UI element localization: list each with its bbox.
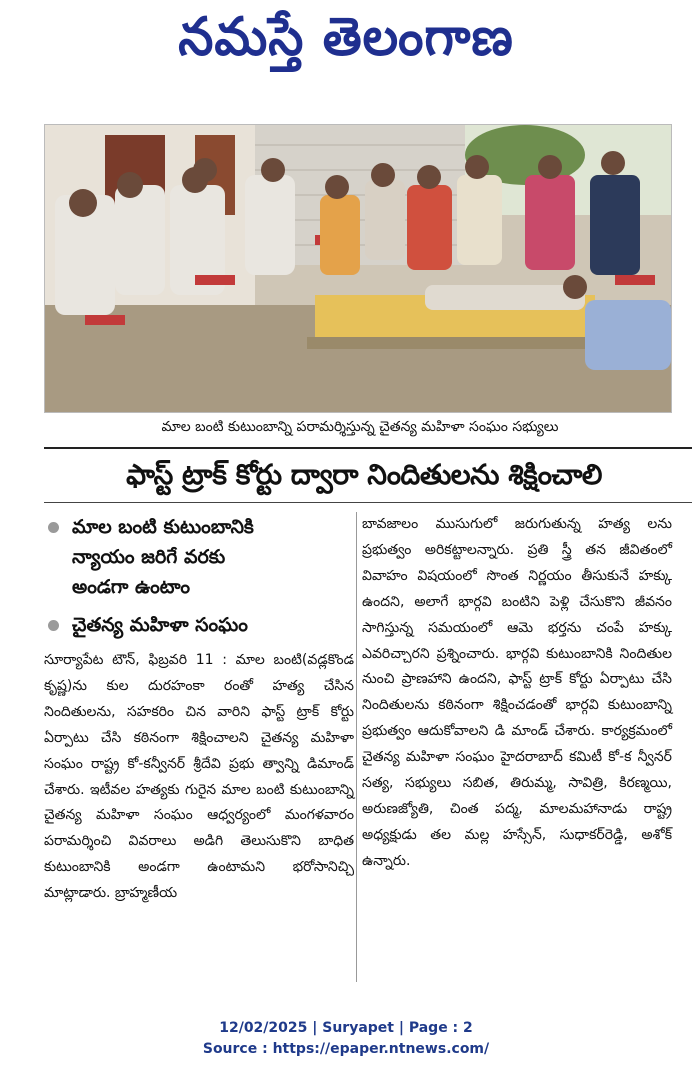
news-photo — [44, 124, 672, 413]
headline-top-rule — [44, 447, 692, 449]
article-left-column — [44, 512, 354, 982]
highlight-bullet — [44, 512, 354, 602]
edition-info: 12/02/2025 | Suryapet | Page : 2 — [219, 1020, 473, 1036]
article-body-left: సూర్యాపేట టౌన్, ఫిబ్రవరి 11 : మాల బంటి(వడ్లకొండ కృష్ణ)ను కుల దురహంకా రంతో హత్య చేసిన నిందితులను, సహకరిం చిన వారిని ఫాస్ట్ ట్రాక్ కోర్టు ఏర్పాటు చేసి కఠినంగా శిక్షించాలని చైతన్య మహిళా సంఘం రాష్ట్ర కో-కన్వీనర్ శ్రీదేవి ప్రభు త్వాన్ని డిమాండ్ చేశారు. ఇటీవల హత్యకు గురైన మాల బంటి కుటుంబాన్ని చైతన్య మహిళా సంఘం ఆధ్వర్యంలో మంగళవారం పరామర్శించి వివరాలు అడిగి తెలుసుకొని బాధిత కుటుంబానికి అండగా ఉంటామని భరోసానిచ్చి మాట్లాడారు. బ్రాహ్మణీయ — [44, 652, 354, 902]
article-right-column — [362, 512, 672, 982]
highlight-text: చైతన్య మహిళా సంఘం — [72, 614, 248, 636]
photo-caption: మాల బంటి కుటుంబాన్ని పరామర్శిస్తున్న చైతన్య మహిళా సంఘం సభ్యులు — [161, 419, 559, 435]
newspaper-masthead — [0, 8, 692, 78]
highlight-bullet — [44, 610, 354, 640]
article-headline: ఫాస్ట్ ట్రాక్ కోర్టు ద్వారా నిందితులను శిక్షించాలి — [126, 458, 602, 491]
column-divider — [356, 512, 357, 982]
headline-bottom-rule — [44, 502, 692, 503]
article-body-right: బావజాలం ముసుగులో జరుగుతున్న హత్య లను ప్రభుత్వం అరికట్టాలన్నారు. ప్రతి స్త్రీ తన జీవితంలో వివాహం విషయంలో సొంత నిర్ణయం తీసుకునే హక్కు ఉందని, అలాగే భార్గవి బంటిని పెళ్లి చేసుకొని జీవనం సాగిస్తున్న సమయంలో ఆమె భర్తను చంపే హక్కు ఎవరిచ్చారని ప్రశ్నించారు. భార్గవి కుటుంబానికి నిందితుల నుంచి ప్రాణహాని ఉందని, ఫాస్ట్ ట్రాక్ కోర్టు ఏర్పాటు చేసి నిందితులను కఠినంగా శిక్షించడంతో భార్గవి కుటుంబాన్ని ప్రభుత్వం ఆదుకోవాలని డి మాండ్ చేశారు. కార్యక్రమంలో చైతన్య మహిళా సంఘం హైదరాబాద్ కమిటీ కో-క న్వీనర్ సత్య, సభ్యులు సబిత, తిరుమ్మ, సావిత్రి, కిరణ్మయి, అరుణజ్యోతి, చింత పద్మ, మాలమహానాడు రాష్ట్ర అధ్యక్షుడు తల మల్ల హస్సేన్, సుధాకర్‌రెడ్డి, అశోక్ ఉన్నారు. — [362, 516, 672, 869]
news-photo-illustration — [45, 125, 671, 412]
bullet-dot-icon — [48, 620, 59, 631]
highlight-text: మాల బంటి కుటుంబానికి న్యాయం జరిగే వరకు అండగా ఉంటాం — [72, 516, 254, 598]
masthead-title: నమస్తే తెలంగాణ — [178, 6, 514, 68]
source-url: Source : https://epaper.ntnews.com/ — [202, 1041, 490, 1057]
bullet-dot-icon — [48, 522, 59, 533]
